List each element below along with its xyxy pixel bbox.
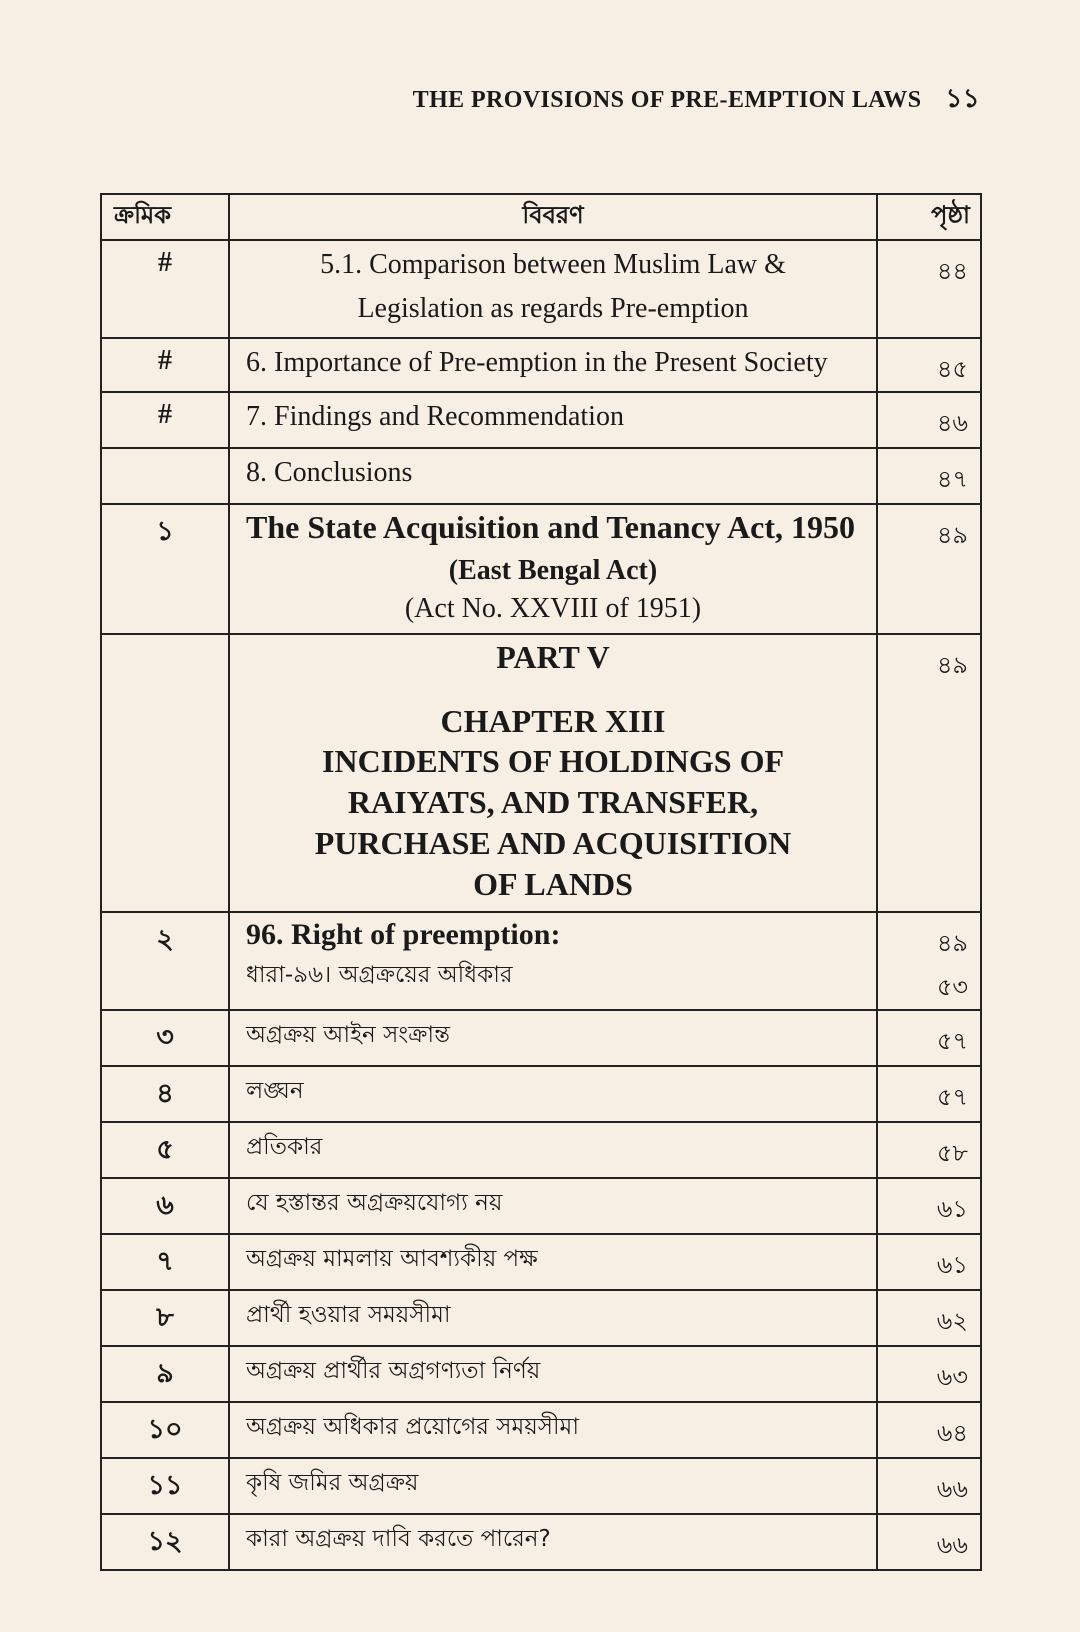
row-page-number: ৬৪ [936, 1419, 968, 1447]
running-header-page-number: ১১ [945, 84, 980, 113]
row-page-number: ৪৯ [936, 929, 968, 957]
row-description[interactable] [229, 448, 877, 504]
table-row [101, 1290, 981, 1346]
row-serial: ৬ [101, 1178, 229, 1234]
row-page-number: ৪৭ [936, 465, 968, 493]
row-serial: ১০ [101, 1402, 229, 1458]
row-page [877, 1066, 981, 1122]
running-header [300, 78, 980, 122]
row-serial: ৪ [101, 1066, 229, 1122]
act-title: The State Acquisition and Tenancy Act, 1950 [246, 509, 855, 545]
row-page-number: ৬১ [936, 1251, 968, 1279]
row-description-line: 7. Findings and Recommendation [246, 401, 624, 432]
row-page-number: ৫৭ [936, 1027, 968, 1055]
section-heading: 96. Right of preemption: [246, 918, 561, 951]
row-serial: ৭ [101, 1234, 229, 1290]
chapter-number: CHAPTER XIII [440, 703, 666, 739]
table-row [101, 634, 981, 912]
row-page [877, 1178, 981, 1234]
row-description[interactable]: লঙ্ঘন [229, 1066, 877, 1122]
row-description[interactable]: অগ্রক্রয় মামলায় আবশ্যকীয় পক্ষ [229, 1234, 877, 1290]
row-serial: # [101, 240, 229, 338]
act-number: (Act No. XXVIII of 1951) [404, 593, 702, 624]
column-header-page: পৃষ্ঠা [877, 194, 981, 240]
row-description[interactable]: কারা অগ্রক্রয় দাবি করতে পারেন? [229, 1514, 877, 1570]
row-page-number: ৬১ [936, 1195, 968, 1223]
row-page [877, 1346, 981, 1402]
row-serial: ৯ [101, 1346, 229, 1402]
row-description[interactable] [229, 634, 877, 912]
row-page [877, 1402, 981, 1458]
table-row [101, 1514, 981, 1570]
row-description[interactable] [229, 912, 877, 1010]
column-header-description: বিবরণ [229, 194, 877, 240]
row-page [877, 1514, 981, 1570]
row-page [877, 634, 981, 912]
row-description[interactable] [229, 392, 877, 448]
row-description[interactable]: অগ্রক্রয় আইন সংক্রান্ত [229, 1010, 877, 1066]
row-description[interactable]: অগ্রক্রয় অধিকার প্রয়োগের সময়সীমা [229, 1402, 877, 1458]
row-description[interactable]: যে হস্তান্তর অগ্রক্রয়যোগ্য নয় [229, 1178, 877, 1234]
row-serial: ১ [101, 504, 229, 634]
table-row [101, 1066, 981, 1122]
row-serial: # [101, 392, 229, 448]
table-row [101, 1010, 981, 1066]
part-title: PART V [496, 639, 610, 675]
table-header-row [101, 194, 981, 240]
row-description[interactable]: অগ্রক্রয় প্রার্থীর অগ্রগণ্যতা নির্ণয় [229, 1346, 877, 1402]
row-page [877, 912, 981, 1010]
row-page-number: ৬৬ [936, 1475, 968, 1503]
chapter-title-line: OF LANDS [473, 866, 633, 902]
row-serial [101, 448, 229, 504]
column-header-serial: ক্রমিক [101, 194, 229, 240]
row-description[interactable] [229, 504, 877, 634]
row-page-number: ৪৯ [936, 651, 968, 679]
row-serial: ৮ [101, 1290, 229, 1346]
chapter-title-line: PURCHASE AND ACQUISITION [314, 825, 792, 861]
row-page-number: ৬৩ [936, 1363, 968, 1391]
act-subtitle: (East Bengal Act) [448, 555, 658, 586]
row-description-line: 6. Importance of Pre-emption in the Present Society [246, 347, 828, 378]
row-description[interactable] [229, 338, 877, 392]
table-row [101, 1178, 981, 1234]
table-row [101, 1346, 981, 1402]
row-page [877, 1010, 981, 1066]
row-page [877, 1290, 981, 1346]
table-row [101, 240, 981, 338]
row-page [877, 338, 981, 392]
table-row [101, 1234, 981, 1290]
row-page [877, 504, 981, 634]
row-page [877, 392, 981, 448]
chapter-title-line: RAIYATS, AND TRANSFER, [347, 784, 759, 820]
row-page-number: ৫৭ [936, 1083, 968, 1111]
running-header-title: THE PROVISIONS OF PRE-EMPTION LAWS [412, 87, 922, 113]
row-page-number: ৫৮ [936, 1139, 968, 1167]
row-page [877, 1234, 981, 1290]
row-page [877, 240, 981, 338]
section-heading-bengali: ধারা-৯৬। অগ্রক্রয়ের অধিকার [246, 962, 513, 988]
row-page-number: ৪৫ [936, 355, 968, 383]
table-row [101, 448, 981, 504]
row-page [877, 1122, 981, 1178]
row-serial: # [101, 338, 229, 392]
row-description[interactable] [229, 240, 877, 338]
row-page-number: ৪৪ [936, 257, 968, 285]
row-page [877, 1458, 981, 1514]
chapter-title-line: INCIDENTS OF HOLDINGS OF [322, 743, 784, 779]
table-row [101, 912, 981, 1010]
table-row [101, 1402, 981, 1458]
row-page-number: ৪৬ [936, 409, 968, 437]
row-page-number: ৪৯ [936, 521, 968, 549]
row-serial: ৫ [101, 1122, 229, 1178]
row-description[interactable]: প্রতিকার [229, 1122, 877, 1178]
table-row [101, 1458, 981, 1514]
table-row [101, 504, 981, 634]
row-page-number: ৫৩ [936, 973, 968, 1001]
table-row [101, 392, 981, 448]
row-description[interactable]: কৃষি জমির অগ্রক্রয় [229, 1458, 877, 1514]
table-row [101, 338, 981, 392]
row-serial: ১১ [101, 1458, 229, 1514]
row-description-line: Legislation as regards Pre-emption [357, 293, 749, 324]
row-serial: ১২ [101, 1514, 229, 1570]
row-serial: ৩ [101, 1010, 229, 1066]
table-row [101, 1122, 981, 1178]
row-description[interactable]: প্রার্থী হওয়ার সময়সীমা [229, 1290, 877, 1346]
row-description-line: 8. Conclusions [246, 457, 413, 488]
row-page-number: ৬২ [936, 1307, 968, 1335]
row-page [877, 448, 981, 504]
row-description-line: 5.1. Comparison between Muslim Law & [320, 249, 786, 280]
contents-table [100, 193, 982, 1571]
row-page-number: ৬৬ [936, 1531, 968, 1559]
row-serial [101, 634, 229, 912]
row-serial: ২ [101, 912, 229, 1010]
